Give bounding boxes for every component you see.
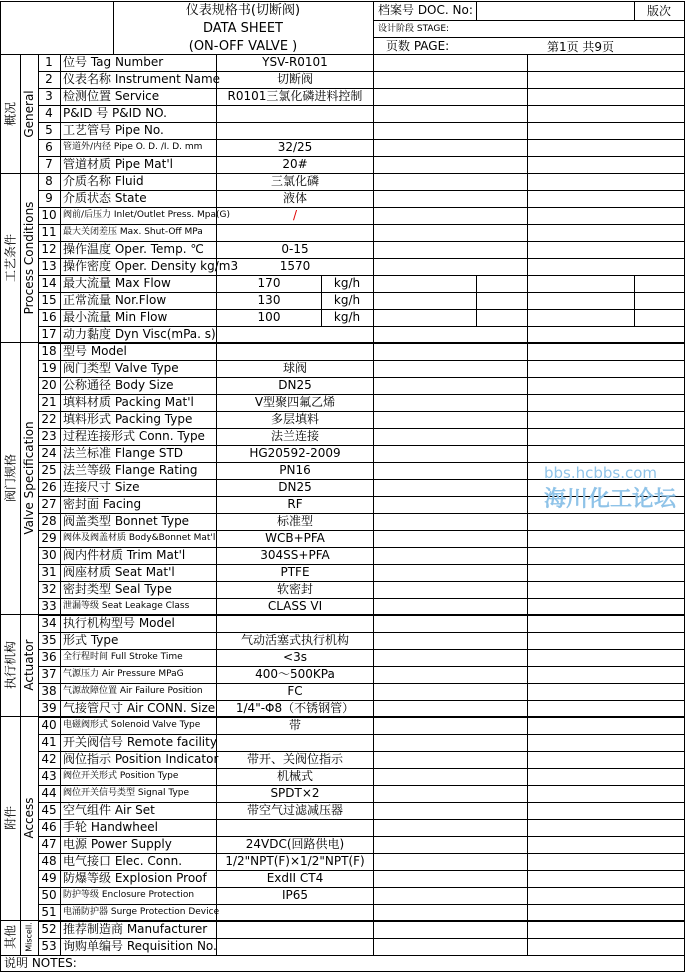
row-value: 球阀 — [282, 361, 307, 375]
section-access: 附件 — [3, 805, 18, 831]
row-value: 1/4"-Φ8（不锈钢管） — [235, 701, 355, 715]
row-value: CLASS VI — [267, 599, 323, 613]
row-number: 38 — [41, 684, 57, 698]
row-number: 8 — [45, 174, 53, 188]
row-number: 12 — [41, 242, 57, 256]
row-number: 11 — [41, 225, 57, 239]
row-value: 标准型 — [276, 514, 313, 528]
row-label: 过程连接形式 Conn. Type — [63, 429, 205, 443]
row-value — [217, 734, 373, 751]
row-value: YSV-R0101 — [262, 55, 328, 69]
row-number: 4 — [45, 106, 53, 120]
row-value: 304SS+PFA — [260, 548, 330, 562]
row-value — [217, 921, 373, 938]
row-number: 13 — [41, 259, 57, 273]
row-number: 41 — [41, 735, 57, 749]
row-label: 管道材质 Pipe Mat'l — [63, 157, 173, 171]
row-label: 操作密度 Oper. Density kg/m3 — [63, 259, 239, 273]
row-label: 最大关闭差压 Max. Shut-Off MPa — [63, 227, 203, 237]
row-value — [217, 224, 373, 241]
v-line — [373, 54, 374, 955]
row-label: 全行程时间 Full Stroke Time — [63, 652, 183, 662]
row-unit: kg/h — [333, 310, 361, 324]
row-value: DN25 — [278, 378, 312, 392]
page-value: 第1页 共9页 — [546, 40, 615, 54]
v-line — [476, 275, 477, 326]
notes-label: 说明 NOTES: — [4, 956, 77, 970]
row-value: 400～500KPa — [255, 667, 335, 681]
row-label: 执行机构型号 Model — [63, 616, 175, 630]
row-value: 液体 — [282, 191, 307, 205]
row-number: 40 — [41, 718, 57, 732]
row-number: 42 — [41, 752, 57, 766]
row-number: 45 — [41, 803, 57, 817]
row-value: 软密封 — [276, 582, 313, 596]
row-number: 53 — [41, 939, 57, 953]
row-number: 22 — [41, 412, 57, 426]
row-number: 31 — [41, 565, 57, 579]
row-label: 密封面 Facing — [63, 497, 142, 511]
row-label: 阀位指示 Position Indicator — [63, 752, 219, 766]
row-value — [217, 122, 373, 139]
row-value: 气动活塞式执行机构 — [240, 633, 349, 647]
row-number: 34 — [41, 616, 57, 630]
section-general: 概况 — [3, 101, 18, 127]
row-value: PTFE — [280, 565, 310, 579]
row-label: 气接管尺寸 Air CONN. Size — [63, 701, 216, 715]
row-label: 电磁阀形式 Solenoid Valve Type — [63, 720, 201, 730]
section-valve: 阀门规格 — [3, 453, 18, 503]
row-label: 最大流量 Max Flow — [63, 276, 171, 290]
row-number: 6 — [45, 140, 53, 154]
stage-label: 设计阶段 STAGE: — [378, 24, 450, 34]
row-value: / — [292, 208, 298, 222]
row-label: 位号 Tag Number — [63, 55, 164, 69]
row-label: 泄漏等级 Seat Leakage Class — [63, 601, 190, 611]
row-number: 28 — [41, 514, 57, 528]
row-value — [217, 904, 373, 921]
section-misc: 其他 — [3, 924, 18, 950]
row-value — [217, 326, 373, 343]
row-label: 阀内件材质 Trim Mat'l — [63, 548, 186, 562]
row-value: 24VDC(回路供电) — [245, 837, 345, 851]
row-number: 26 — [41, 480, 57, 494]
watermark-url: bbs.hcbbs.com — [544, 464, 658, 482]
row-value: 带开、关阀位指示 — [246, 752, 343, 766]
row-value: IP65 — [281, 888, 309, 902]
row-label: 型号 Model — [63, 344, 127, 358]
row-value: 1570 — [279, 259, 311, 273]
row-label: 公称通径 Body Size — [63, 378, 174, 392]
row-label: 阀位开关信号类型 Signal Type — [63, 788, 190, 798]
row-value: 32/25 — [277, 140, 313, 154]
row-number: 2 — [45, 72, 53, 86]
row-number: 43 — [41, 769, 57, 783]
row-label: 气源压力 Air Pressure MPaG — [63, 669, 184, 679]
row-label: 正常流量 Nor.Flow — [63, 293, 167, 307]
row-number: 1 — [45, 55, 53, 69]
row-value — [217, 615, 373, 632]
row-label: 密封类型 Seal Type — [63, 582, 172, 596]
row-number: 39 — [41, 701, 57, 715]
row-number: 24 — [41, 446, 57, 460]
row-label: 仪表名称 Instrument Name — [63, 72, 221, 86]
row-number: 14 — [41, 276, 57, 290]
row-value: RF — [287, 497, 303, 511]
row-label: 填料材质 Packing Mat'l — [63, 395, 194, 409]
row-number: 29 — [41, 531, 57, 545]
row-number: 23 — [41, 429, 57, 443]
row-label: 开关阀信号 Remote facility — [63, 735, 217, 749]
row-number: 36 — [41, 650, 57, 664]
section-actuator: 执行机构 — [3, 640, 18, 690]
row-number: 5 — [45, 123, 53, 137]
row-label: 电涌防护器 Surge Protection Device — [63, 907, 220, 917]
row-label: 最小流量 Min Flow — [63, 310, 168, 324]
row-number: 10 — [41, 208, 57, 222]
row-number: 3 — [45, 89, 53, 103]
row-label: 防爆等级 Explosion Proof — [63, 871, 207, 885]
row-label: 电源 Power Supply — [63, 837, 172, 851]
row-label: 防护等级 Enclosure Protection — [63, 890, 195, 900]
row-value — [217, 343, 373, 360]
row-number: 25 — [41, 463, 57, 477]
row-number: 35 — [41, 633, 57, 647]
row-label: 气源故障位置 Air Failure Position — [63, 686, 203, 696]
row-value: 100 — [257, 310, 281, 324]
row-value: 带空气过滤减压器 — [246, 803, 343, 817]
row-number: 18 — [41, 344, 57, 358]
v-line — [373, 1, 374, 54]
row-value: 0-15 — [281, 242, 309, 256]
row-number: 15 — [41, 293, 57, 307]
row-value: R0101三氯化磷进料控制 — [227, 89, 363, 103]
row-label: 检测位置 Service — [63, 89, 160, 103]
row-number: 16 — [41, 310, 57, 324]
row-number: 33 — [41, 599, 57, 613]
row-number: 51 — [41, 905, 57, 919]
row-number: 48 — [41, 854, 57, 868]
row-number: 27 — [41, 497, 57, 511]
row-number: 30 — [41, 548, 57, 562]
section-process: 工艺条件 — [3, 233, 18, 283]
section-access-en: Access — [22, 797, 36, 839]
row-number: 52 — [41, 922, 57, 936]
row-number: 21 — [41, 395, 57, 409]
row-value — [217, 938, 373, 955]
row-label: 阀座材质 Seat Mat'l — [63, 565, 175, 579]
row-value: 170 — [257, 276, 281, 290]
row-label: 管道外/内径 Pipe O. D. /I. D. mm — [63, 142, 203, 152]
row-label: 填料形式 Packing Type — [63, 412, 193, 426]
doc-no-label: 档案号 DOC. No: — [378, 3, 473, 17]
section-general-en: General — [22, 90, 36, 138]
row-label: 手轮 Handwheel — [63, 820, 158, 834]
row-number: 44 — [41, 786, 57, 800]
row-value: DN25 — [278, 480, 312, 494]
row-value: ExdII CT4 — [266, 871, 324, 885]
row-value — [217, 819, 373, 836]
row-value: 切断阀 — [276, 72, 313, 86]
row-label: 操作温度 Oper. Temp. ℃ — [63, 242, 204, 256]
row-number: 50 — [41, 888, 57, 902]
row-value: WCB+PFA — [265, 531, 325, 545]
row-value: 法兰连接 — [270, 429, 319, 443]
row-number: 19 — [41, 361, 57, 375]
row-label: 法兰等级 Flange Rating — [63, 463, 198, 477]
row-label: 工艺管号 Pipe No. — [63, 123, 164, 137]
v-line — [527, 54, 528, 955]
row-label: 询购单编号 Requisition No. — [63, 939, 217, 953]
row-label: 介质状态 State — [63, 191, 147, 205]
row-number: 49 — [41, 871, 57, 885]
row-value: FC — [287, 684, 303, 698]
v-line — [634, 275, 635, 326]
section-process-en: Process Conditions — [22, 201, 36, 315]
row-label: 连接尺寸 Size — [63, 480, 140, 494]
page-label: 页数 PAGE: — [386, 39, 450, 53]
row-number: 37 — [41, 667, 57, 681]
row-label: 介质名称 Fluid — [63, 174, 144, 188]
row-value: SPDT×2 — [270, 786, 320, 800]
row-value — [217, 105, 373, 122]
title-en: DATA SHEET — [202, 21, 284, 36]
row-number: 7 — [45, 157, 53, 171]
section-misc-en: Miscell. — [24, 922, 34, 952]
row-value: HG20592-2009 — [249, 446, 341, 460]
row-unit: kg/h — [333, 276, 361, 290]
row-value: 多层填料 — [270, 412, 319, 426]
row-label: 阀体及阀盖材质 Body&Bonnet Mat'l — [63, 533, 216, 543]
row-value: 1/2"NPT(F)×1/2"NPT(F) — [225, 854, 365, 868]
section-valve-en: Valve Specification — [22, 421, 36, 535]
row-label: 电气接口 Elec. Conn. — [63, 854, 183, 868]
row-value: 带 — [288, 718, 301, 732]
subtitle: (ON-OFF VALVE ) — [188, 39, 298, 54]
row-value: 20# — [282, 157, 308, 171]
row-value: 130 — [257, 293, 281, 307]
row-label: 阀前/后压力 Inlet/Outlet Press. Mpa(G) — [63, 210, 230, 220]
row-number: 9 — [45, 191, 53, 205]
section-actuator-en: Actuator — [22, 639, 36, 691]
row-label: 法兰标准 Flange STD — [63, 446, 184, 460]
row-value: 三氯化磷 — [270, 174, 319, 188]
row-label: 阀位开关形式 Position Type — [63, 771, 179, 781]
row-label: 阀门类型 Valve Type — [63, 361, 179, 375]
row-label: 空气组件 Air Set — [63, 803, 155, 817]
row-value: V型聚四氟乙烯 — [254, 395, 336, 409]
row-value: <3s — [283, 650, 307, 664]
title-cn: 仪表规格书(切断阀) — [185, 3, 301, 18]
row-label: 形式 Type — [63, 633, 119, 647]
row-label: P&ID 号 P&ID NO. — [63, 106, 167, 120]
row-value: 机械式 — [276, 769, 313, 783]
row-number: 17 — [41, 327, 57, 341]
row-label: 动力黏度 Dyn Visc(mPa. s) — [63, 327, 216, 341]
watermark-name: 海川化工论坛 — [544, 487, 677, 512]
row-number: 46 — [41, 820, 57, 834]
row-label: 阀盖类型 Bonnet Type — [63, 514, 190, 528]
row-number: 47 — [41, 837, 57, 851]
row-unit: kg/h — [333, 293, 361, 307]
row-label: 推荐制造商 Manufacturer — [63, 922, 208, 936]
row-value: PN16 — [279, 463, 311, 477]
revision-label: 版次 — [646, 4, 671, 18]
row-number: 20 — [41, 378, 57, 392]
row-number: 32 — [41, 582, 57, 596]
